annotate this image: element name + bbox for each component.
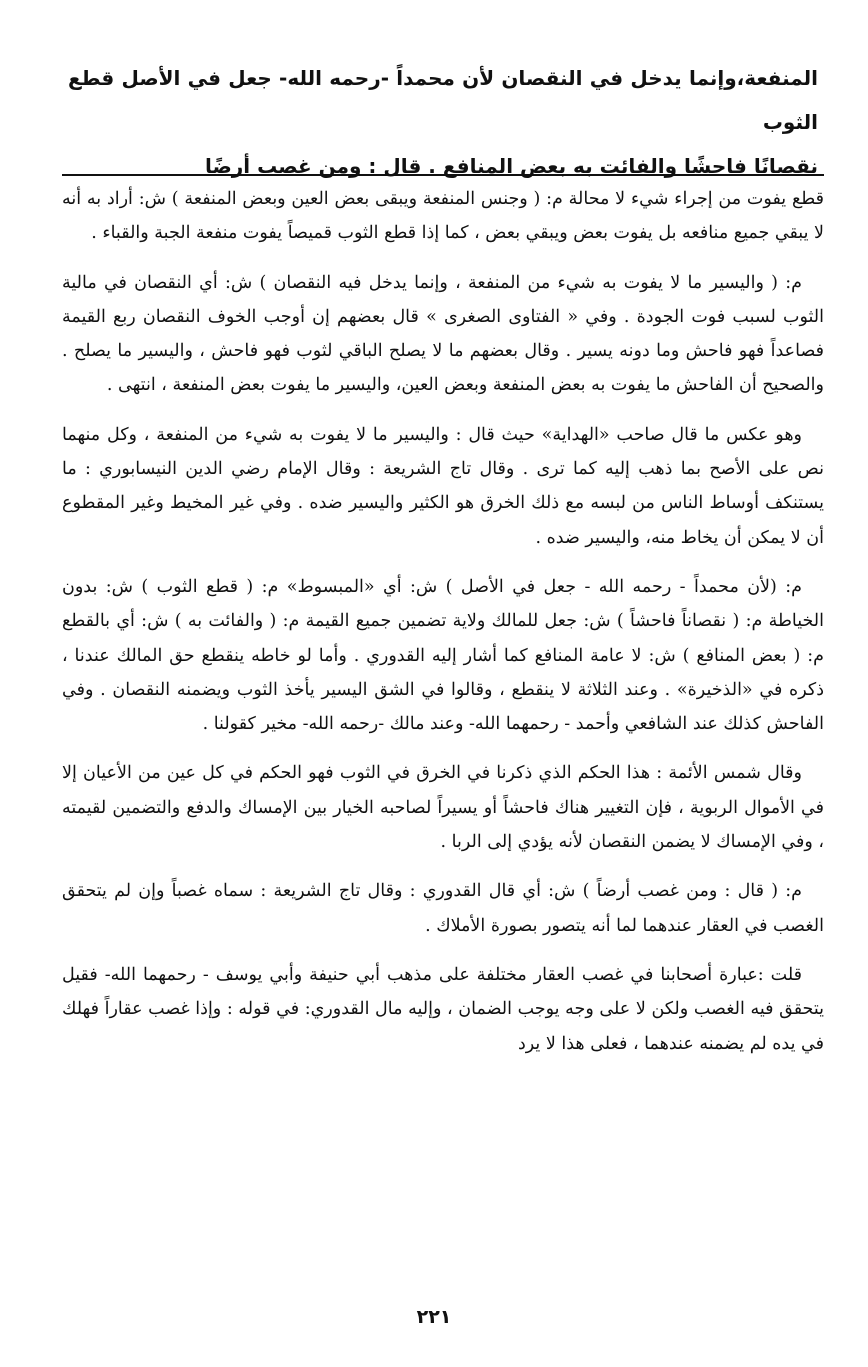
commentary-paragraph: قلت :عبارة أصحابنا في غصب العقار مختلفة على مذهب أبي حنيفة وأبي يوسف - رحمهما الله- فقيل يتحقق فيه الغصب ولكن لا على وجه يوجب الضمان ، وإليه مال القدوري: في قوله : وإذا غصب عقاراً فهلك في يده لم يضمنه عندهما ، فعلى هذا لا يرد bbox=[62, 964, 824, 1054]
main-text-line: المنفعة،وإنما يدخل في النقصان لأن محمداً -رحمه الله- جعل في الأصل قطع الثوب bbox=[68, 66, 818, 134]
commentary-paragraph: وقال شمس الأئمة : هذا الحكم الذي ذكرنا في الخرق في الثوب فهو الحكم في كل عين من الأعيان إلا في الأموال الربوية ، فإن التغيير هناك فاحشاً أو يسيراً لصاحبه الخيار بين الإمساك والدفع والتضمين لقيمته ، وفي الإمساك لا يضمن النقصان لأنه يؤدي إلى الربا . bbox=[62, 763, 824, 853]
commentary-paragraph: قطع يفوت من إجراء شيء لا محالة م: ( وجنس المنفعة ويبقى بعض العين وبعض المنفعة ) ش: أراد به أنه لا يبقي جميع منافعه بل يفوت بعض ويبقي بعض ، كما إذا قطع الثوب قميصاً يفوت منفعة الجبة والقباء . bbox=[62, 189, 824, 244]
commentary-paragraph: وهو عكس ما قال صاحب «الهداية» حيث قال : واليسير ما لا يفوت به شيء من المنفعة ، وكل منهما نص على الأصح بما ذهب إليه كما ترى . وقال تاج الشريعة : وقال الإمام رضي الدين النيسابوري : ما يستنكف أوساط الناس من لبسه مع ذلك الخرق هو الكثير واليسير ضده . وفي غير المخيط وغير المقطوع أن لا يمكن أن يخاط منه، واليسير ضده . bbox=[62, 424, 824, 548]
commentary bbox=[62, 182, 824, 1076]
commentary-paragraph: م: (لأن محمداً - رحمه الله - جعل في الأصل ) ش: أي «المبسوط» م: ( قطع الثوب ) ش: بدون الخياطة م: ( نقصاناً فاحشاً ) ش: جعل للمالك ولاية تضمين جميع القيمة م: ( والفائت به ) ش: أي بالقطع م: ( بعض المنافع ) ش: لا عامة المنافع كما أشار إليه القدوري . وأما لو خاطه ينقطع حق المالك عندنا ، ذكره في «الذخيرة» . وعند الثلاثة لا ينقطع ، وقالوا في الشق اليسير يأخذ الثوب ويضمنه النقصان . وفي الفاحش كذلك عند الشافعي وأحمد - رحمهما الله- وعند مالك -رحمه الله- مخير كقولنا . bbox=[62, 576, 824, 735]
main-text-line: نقصانًا فاحشًا والفائت به بعض المنافع . قال : ومن غصب أرضًا bbox=[204, 154, 818, 178]
commentary-paragraph: م: ( واليسير ما لا يفوت به شيء من المنفعة ، وإنما يدخل فيه النقصان ) ش: أي النقصان في مالية الثوب لسبب فوت الجودة . وفي « الفتاوى الصغرى » قال بعضهم إن أوجب الخوف النقصان ربع القيمة فصاعداً فهو فاحش وما دونه يسير . وقال بعضهم ما لا يصلح الباقي لثوب فهو فاحش ، واليسير ما يصلح . والصحيح أن الفاحش ما يفوت به بعض المنفعة وبعض العين، واليسير ما يفوت بعض المنفعة ، انتهى . bbox=[62, 272, 824, 396]
page-number: ٢٢١ bbox=[416, 1306, 452, 1328]
commentary-paragraph: م: ( قال : ومن غصب أرضاً ) ش: أي قال القدوري : وقال تاج الشريعة : سماه غصباً وإن لم يتحقق الغصب في العقار عندهما لما أنه يتصور بصورة الأملاك . bbox=[62, 881, 824, 936]
separator-rule bbox=[62, 174, 824, 176]
main-text bbox=[68, 56, 818, 188]
